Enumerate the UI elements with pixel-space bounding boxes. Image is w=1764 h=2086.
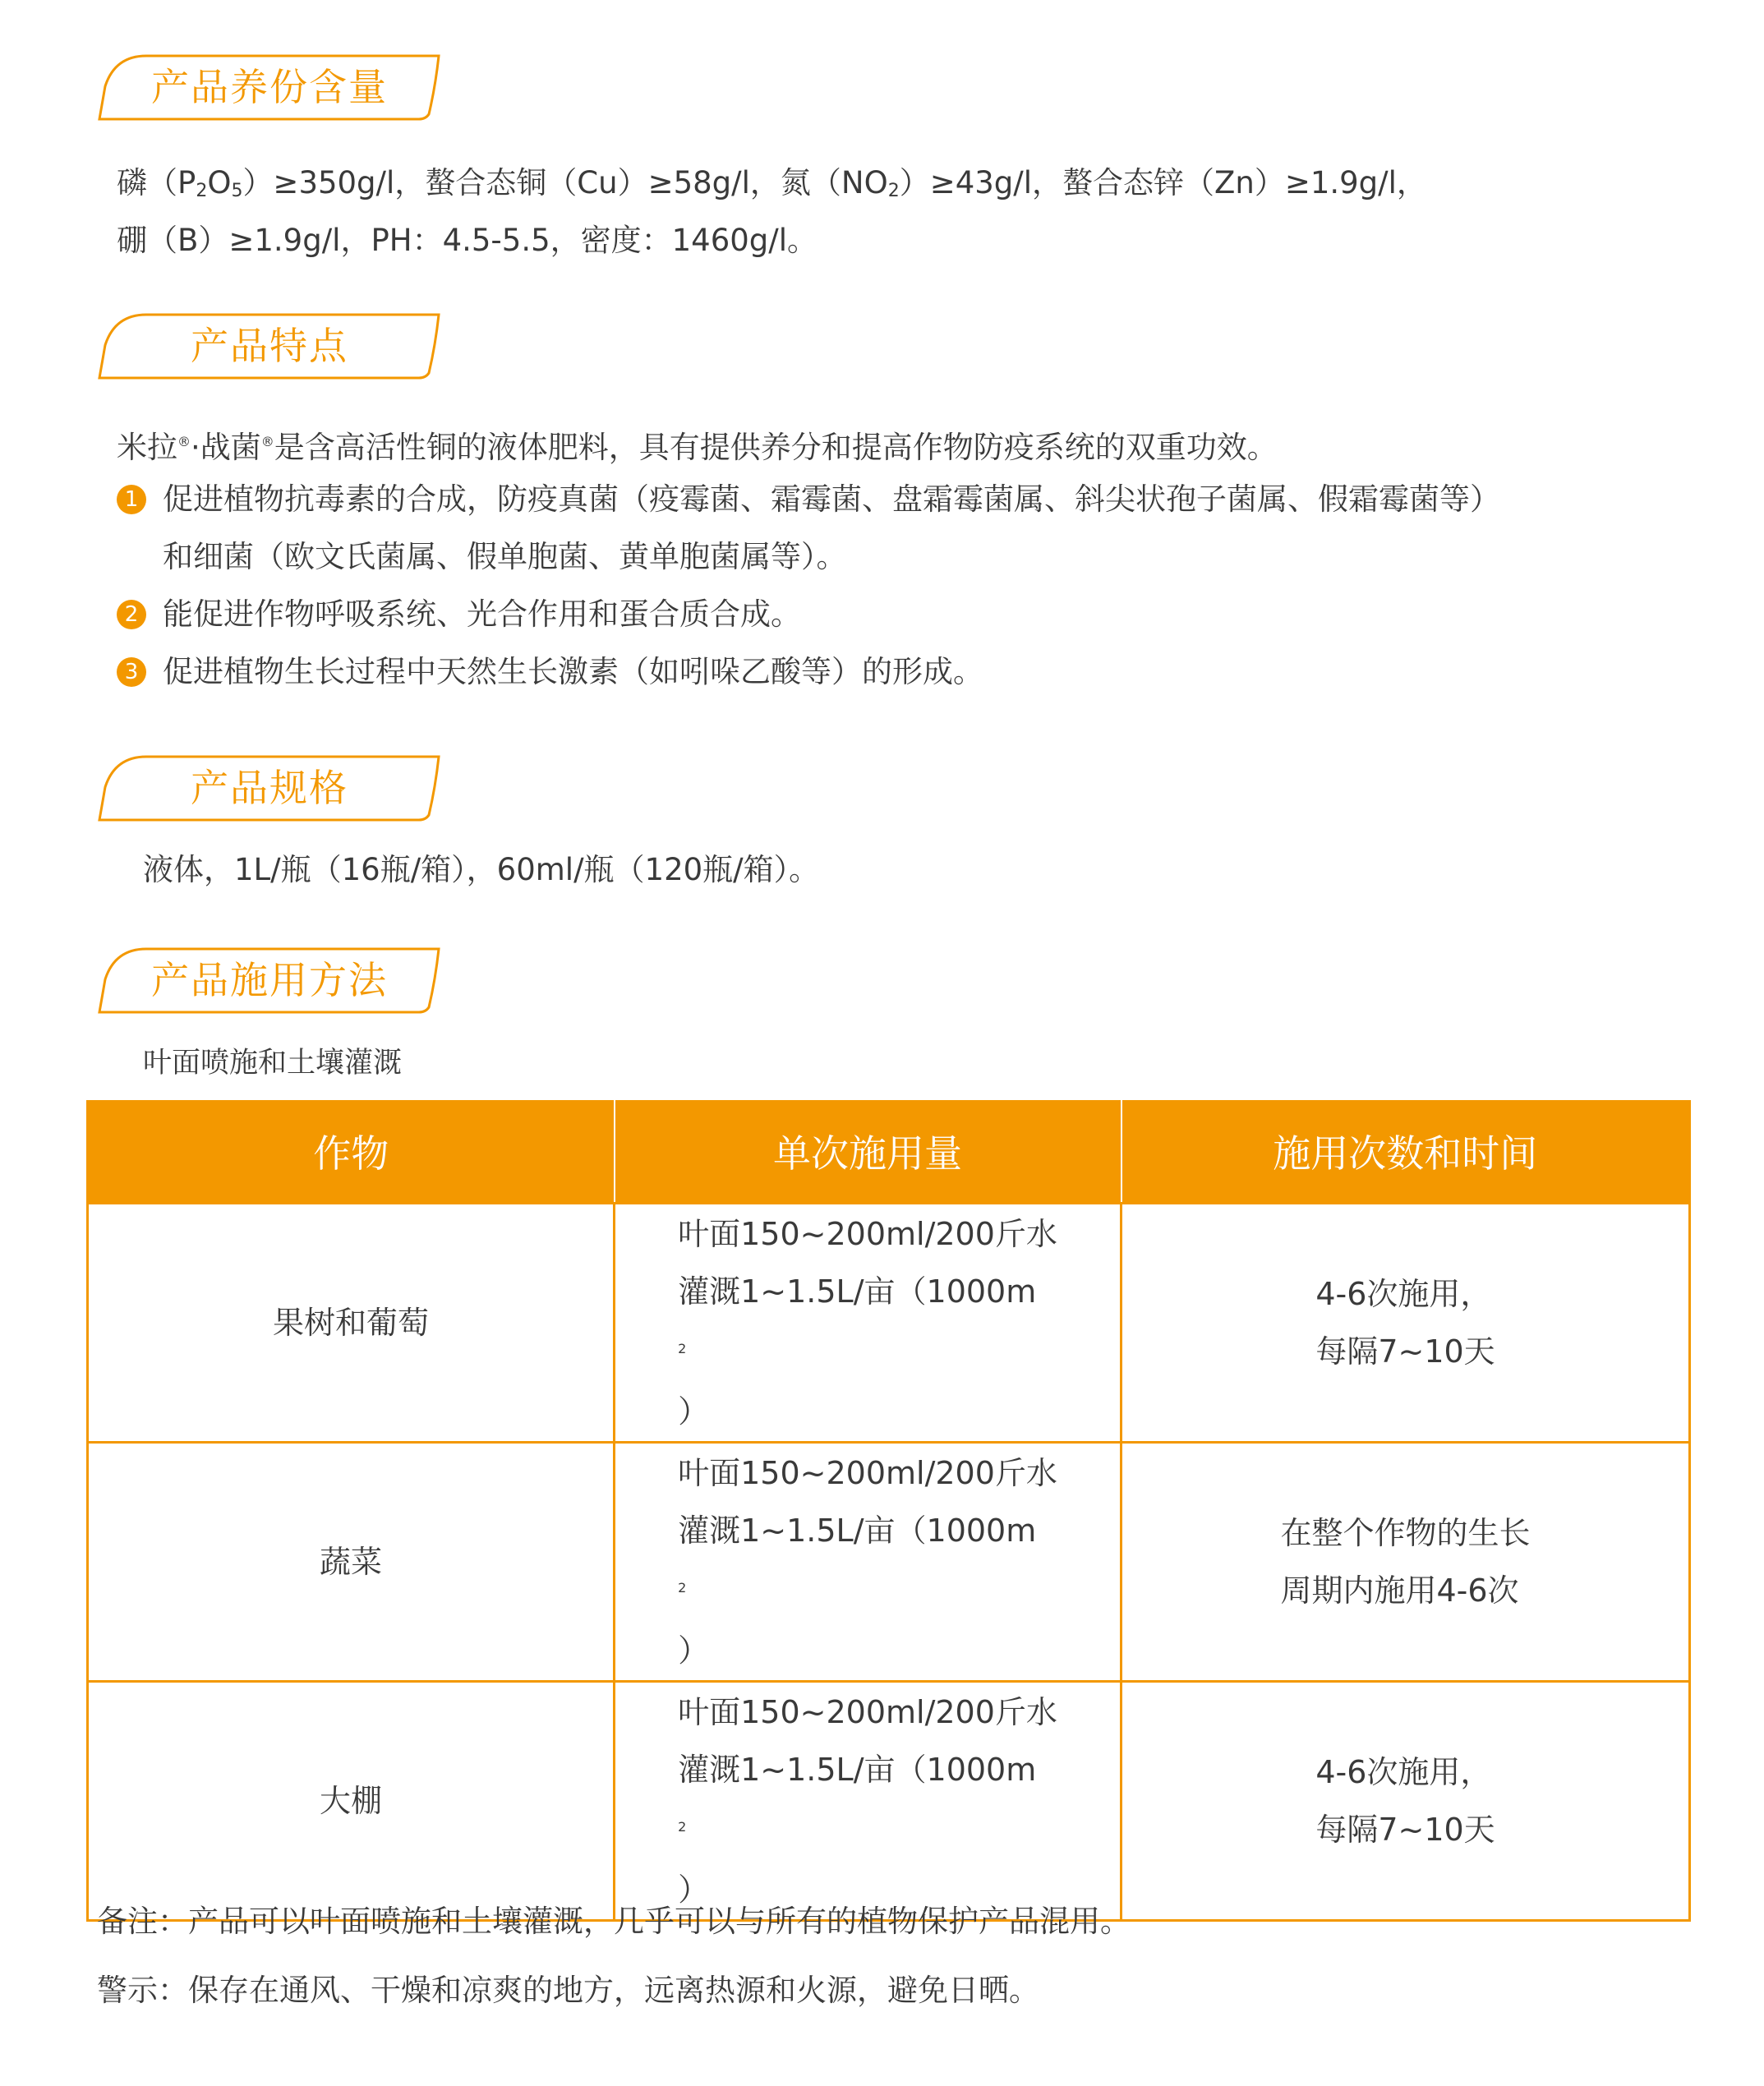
number-badge-icon: 3	[117, 657, 146, 687]
header-frequency: 施用次数和时间	[1121, 1100, 1690, 1204]
section-tag-features	[97, 312, 442, 380]
section-title-spec: 产品规格	[191, 766, 348, 810]
list-item: 2 能促进作物呼吸系统、光合作用和蛋合质合成。	[117, 586, 1500, 643]
section-tag-spec	[97, 754, 442, 822]
header-crop: 作物	[88, 1100, 615, 1204]
nutrient-line-2: 硼（B）≥1.9g/l，PH：4.5-5.5，密度：1460g/l。	[117, 223, 818, 258]
feature-list	[117, 471, 1500, 701]
number-badge-icon: 2	[117, 600, 146, 629]
frequency-cell: 4-6次施用， 每隔7~10天	[1121, 1204, 1690, 1443]
number-badge-icon: 1	[117, 485, 146, 514]
nutrient-line-1: 磷$(P_2O_5)\ge 350g/l$，螯合态铜（Cu）≥58g/l，氮$(NO_2)\ge 43g/l$，螯合态锌（Zn）≥1.9g/l，	[117, 165, 1427, 201]
section-tag-usage	[97, 946, 442, 1014]
header-dose: 单次施用量	[615, 1100, 1121, 1204]
list-item-continuation: 和细菌（欧文氏菌属、假单胞菌、黄单胞菌属等）。	[163, 539, 847, 574]
warning-note: 警示：保存在通风、干燥和凉爽的地方，远离热源和火源，避免日晒。	[97, 1973, 1039, 2008]
table-row	[88, 1443, 1690, 1682]
crop-cell: 蔬菜	[88, 1443, 615, 1682]
frequency-cell: 4-6次施用， 每隔7~10天	[1121, 1682, 1690, 1921]
table-header-row	[88, 1100, 1690, 1204]
nutrient-content	[117, 154, 1427, 269]
spec-text: 液体，1L/瓶（16瓶/箱），60ml/瓶（120瓶/箱）。	[143, 852, 820, 887]
dose-cell: 叶面150~200ml/200斤水 灌溉1~1.5L/亩（1000m $^2$ ）	[615, 1682, 1121, 1921]
section-title-usage: 产品施用方法	[151, 958, 388, 1002]
section-tag-nutrients	[97, 53, 442, 121]
section-title-features: 产品特点	[191, 324, 348, 368]
section-title-nutrients: 产品养份含量	[151, 65, 388, 109]
crop-cell: 果树和葡萄	[88, 1204, 615, 1443]
remark-note: 备注：产品可以叶面喷施和土壤灌溉，几乎可以与所有的植物保护产品混用。	[97, 1904, 1131, 1939]
list-item: 1 促进植物抗毒素的合成，防疫真菌（疫霉菌、霜霉菌、盘霜霉菌属、斜尖状孢子菌属、假霜霉菌等）	[117, 471, 1500, 528]
frequency-cell: 在整个作物的生长 周期内施用4-6次	[1121, 1443, 1690, 1682]
features-intro: 米拉®·战菌®是含高活性铜的液体肥料，具有提供养分和提高作物防疫系统的双重功效。	[117, 430, 1278, 465]
list-item: 3 促进植物生长过程中天然生长激素（如吲哚乙酸等）的形成。	[117, 643, 1500, 701]
table-row	[88, 1204, 1690, 1443]
dose-cell: 叶面150~200ml/200斤水 灌溉1~1.5L/亩（1000m $^2$ ）	[615, 1204, 1121, 1443]
dose-cell: 叶面150~200ml/200斤水 灌溉1~1.5L/亩（1000m $^2$ ）	[615, 1443, 1121, 1682]
usage-method: 叶面喷施和土壤灌溉	[143, 1047, 403, 1080]
crop-cell: 大棚	[88, 1682, 615, 1921]
table-row	[88, 1682, 1690, 1921]
usage-table	[86, 1100, 1691, 1922]
